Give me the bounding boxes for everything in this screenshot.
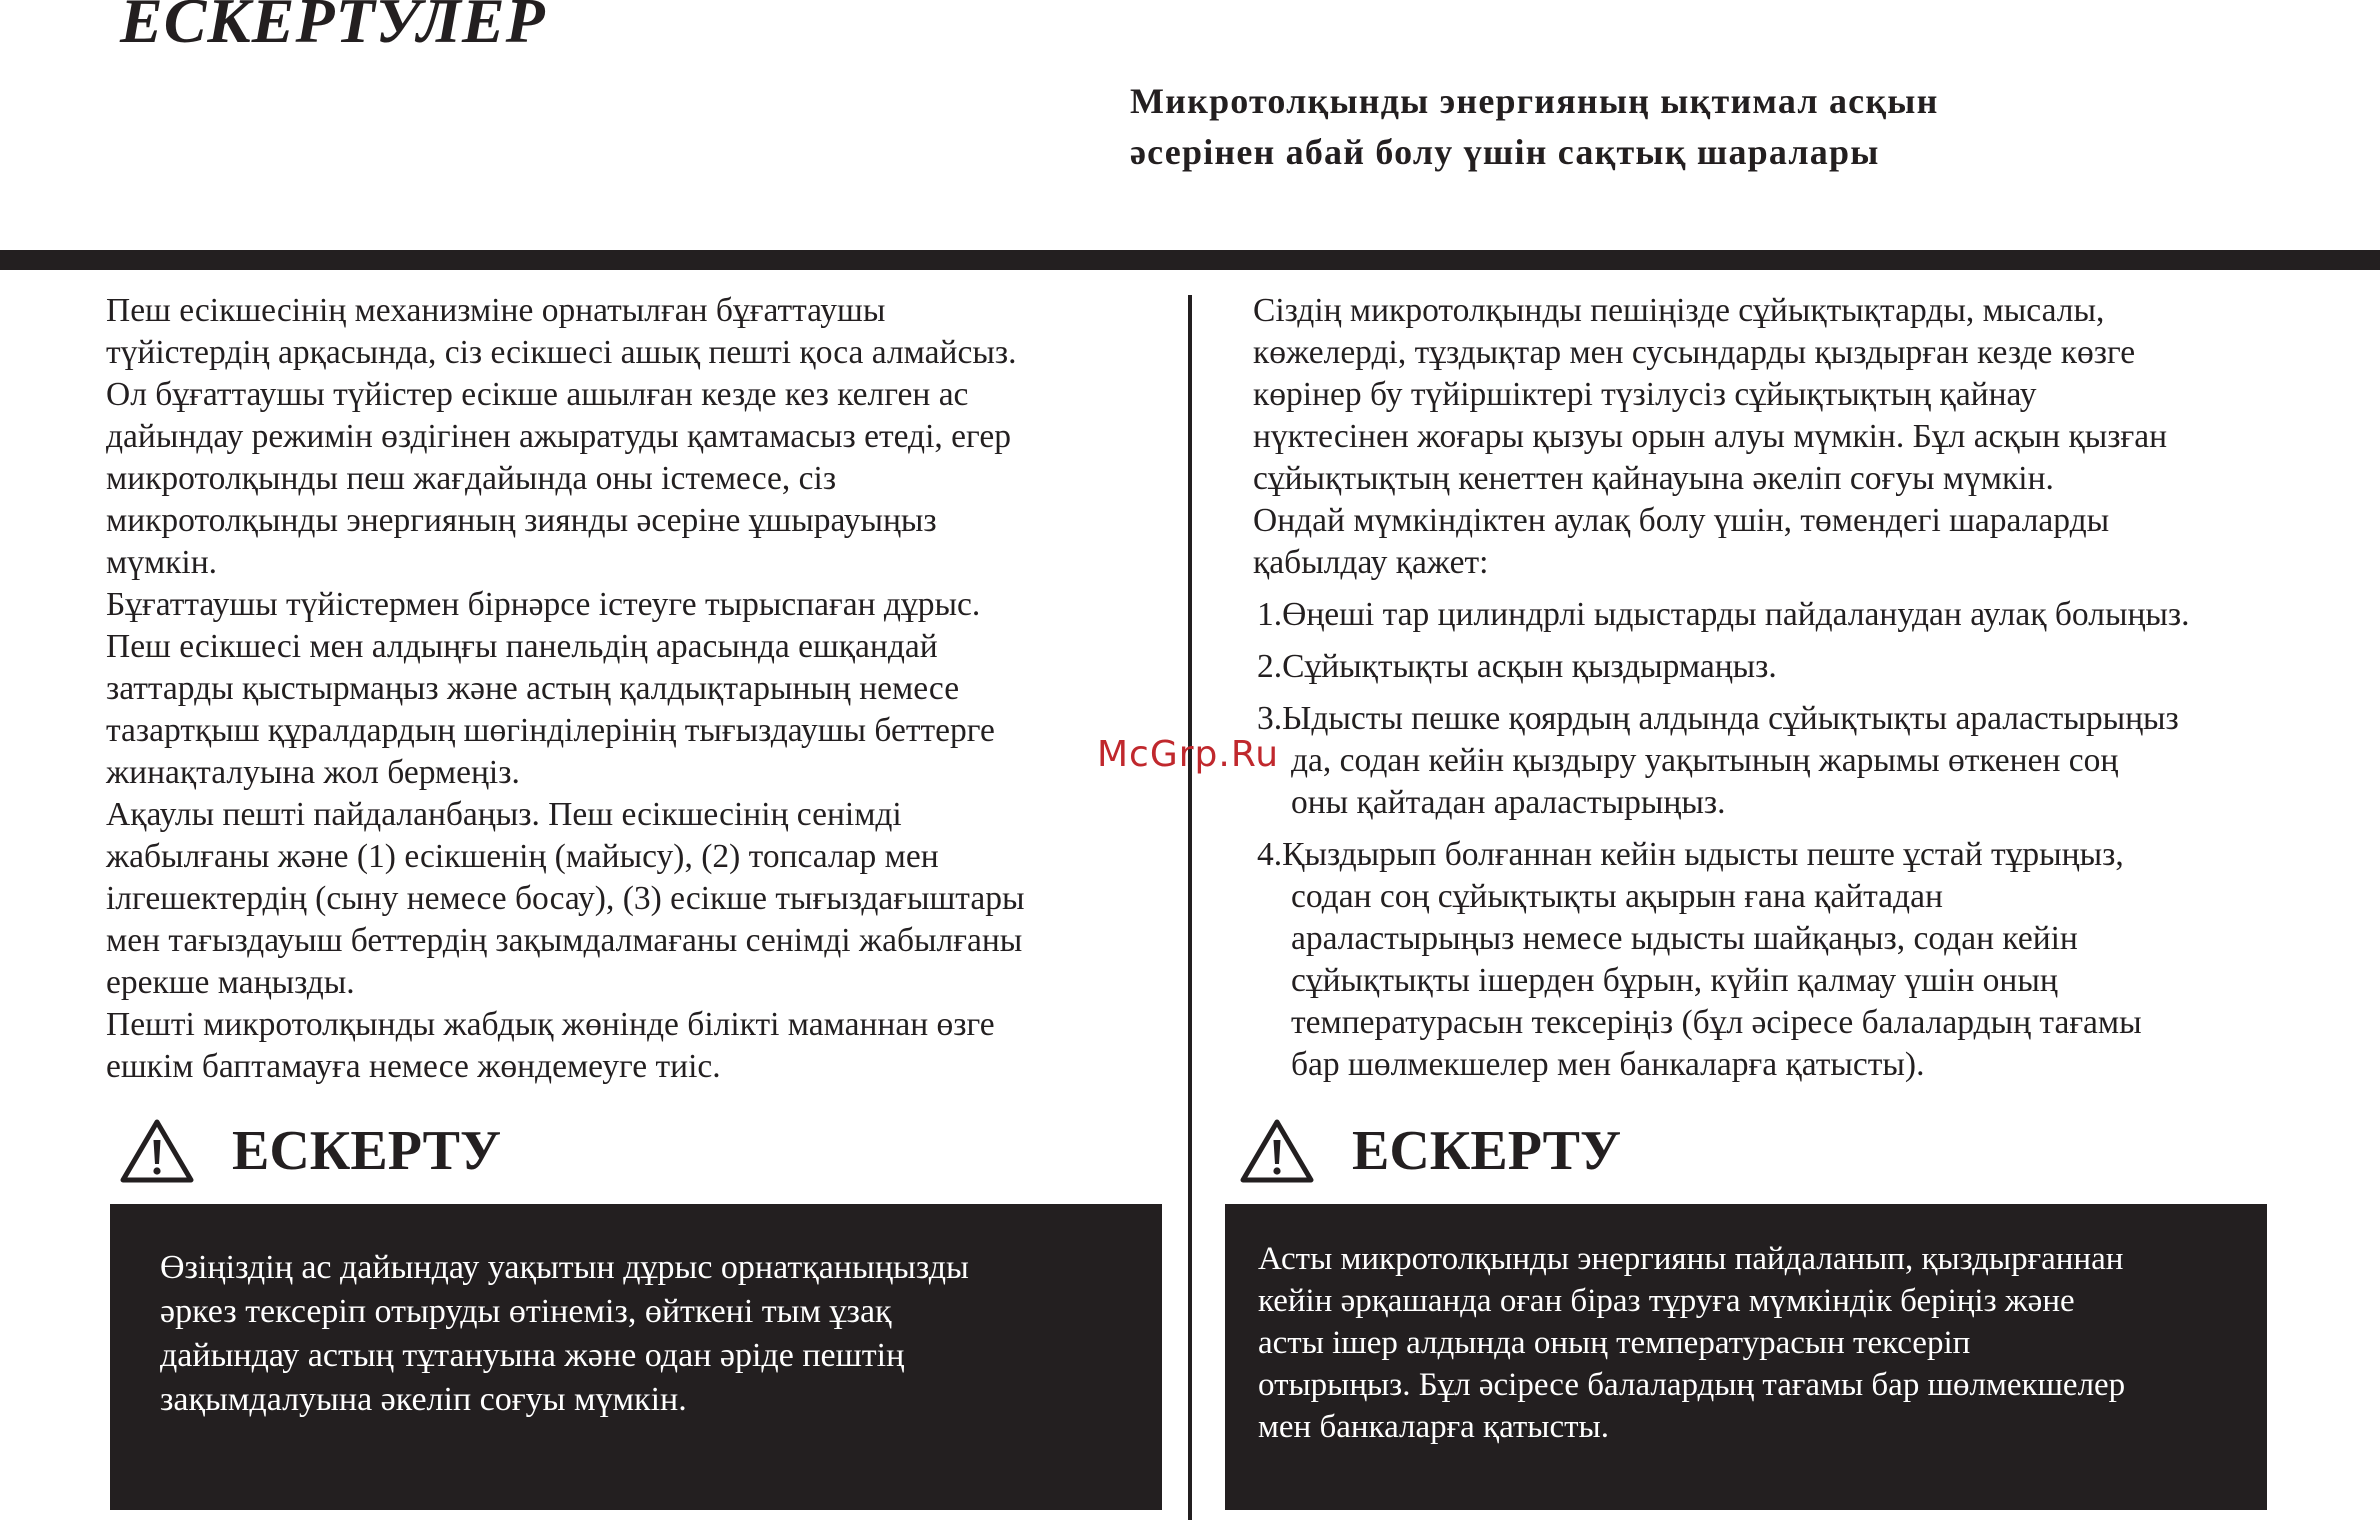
warning-text-line: зақымдалуына әкеліп соғуы мүмкін. bbox=[160, 1381, 687, 1418]
text-line: Ондай мүмкіндіктен аулақ болу үшін, төмендегі шараларды bbox=[1253, 502, 2110, 539]
text-line: нүктесінен жоғары қызуы орын алуы мүмкін. Бұл асқын қызған bbox=[1253, 418, 2168, 455]
right-column bbox=[1253, 290, 2333, 1096]
list-item bbox=[1253, 594, 2333, 636]
text-line: жабылғаны және (1) есікшенің (майысу), (2) топсалар мен bbox=[106, 838, 939, 875]
text-line: Пеш есікшесі мен алдыңғы панельдің арасында ешқандай bbox=[106, 628, 938, 665]
warning-triangle-icon bbox=[120, 1118, 194, 1184]
text-line: Ақаулы пешті пайдаланбаңыз. Пеш есікшесінің сенімді bbox=[106, 796, 902, 833]
warning-text-line: Асты микротолқынды энергияны пайдаланып, қыздырғаннан bbox=[1258, 1241, 2124, 1277]
right-intro-paragraph bbox=[1253, 290, 2333, 584]
list-item-line: 4.Қыздырып болғаннан кейін ыдысты пеште ұстай тұрыңыз, bbox=[1257, 836, 2124, 873]
warning-text-line: мен банкаларға қатысты. bbox=[1258, 1409, 1609, 1445]
warning-heading-text: ЕСКЕРТУ bbox=[232, 1120, 502, 1182]
text-line: ешкім баптамауға немесе жөндемеуге тиіс. bbox=[106, 1048, 721, 1085]
warning-heading-right bbox=[1240, 1118, 1621, 1184]
column-divider bbox=[1188, 295, 1192, 1520]
left-paragraph bbox=[106, 290, 1166, 1088]
text-line: Бұғаттаушы түйістермен бірнәрсе істеуге тырыспаған дұрыс. bbox=[106, 586, 981, 623]
text-line: дайындау режимін өздігінен ажыратуды қамтамасыз етеді, егер bbox=[106, 418, 1011, 455]
text-line: жинақталуына жол бермеңіз. bbox=[106, 754, 520, 791]
list-item-line: температурасын тексеріңіз (бұл әсіресе балалардың тағамы bbox=[1291, 1004, 2142, 1041]
top-rule bbox=[0, 250, 2380, 270]
list-item-line: 3.Ыдысты пешке қоярдың алдында сұйықтықты араластырыңыз bbox=[1257, 700, 2179, 737]
warning-text-line: отырыңыз. Бұл әсіресе балалардың тағамы бар шөлмекшелер bbox=[1258, 1367, 2126, 1403]
list-item-line: сұйықтықты ішерден бұрын, күйіп қалмау үшін оның bbox=[1291, 962, 2058, 999]
text-line: микротолқынды энергияның зиянды әсеріне ұшырауыңыз bbox=[106, 502, 937, 539]
text-line: көрінер бу түйіршіктері түзілусіз сұйықтықтың қайнау bbox=[1253, 376, 2037, 413]
text-line: ерекше маңызды. bbox=[106, 964, 355, 1001]
list-item-line: бар шөлмекшелер мен банкаларға қатысты). bbox=[1291, 1046, 1925, 1083]
text-line: мүмкін. bbox=[106, 544, 218, 581]
precaution-list bbox=[1253, 594, 2333, 1086]
text-line: тазартқыш құралдардың шөгінділерінің тығыздаушы беттерге bbox=[106, 712, 995, 749]
subtitle-line: әсерінен абай болу үшін сақтық шаралары bbox=[1130, 132, 1880, 172]
warning-text-line: кейін әрқашанда оған біраз тұруға мүмкіндік беріңіз және bbox=[1258, 1283, 2075, 1319]
list-item-line: араластырыңыз немесе ыдысты шайқаңыз, содан кейін bbox=[1291, 920, 2078, 957]
text-line: микротолқынды пеш жағдайында оны істемесе, сіз bbox=[106, 460, 837, 497]
warning-text-line: асты ішер алдында оның температурасын тексеріп bbox=[1258, 1325, 1971, 1361]
text-line: заттарды қыстырмаңыз және астың қалдықтарының немесе bbox=[106, 670, 960, 707]
list-item-line: да, содан кейін қыздыру уақытының жарымы өткенен соң bbox=[1291, 742, 2119, 779]
text-line: Сіздің микротолқынды пешіңізде сұйықтықтарды, мысалы, bbox=[1253, 292, 2105, 329]
subtitle bbox=[1130, 76, 2280, 178]
list-item-line: 2.Сұйықтықты асқын қыздырмаңыз. bbox=[1257, 648, 1777, 685]
warning-heading-text: ЕСКЕРТУ bbox=[1352, 1120, 1622, 1182]
text-line: ілгешектердің (сыну немесе босау), (3) есікше тығыздағыштары bbox=[106, 880, 1025, 917]
text-line: түйістердің арқасында, сіз есікшесі ашық пешті қоса алмайсыз. bbox=[106, 334, 1017, 371]
list-item bbox=[1253, 834, 2333, 1086]
text-line: қабылдау қажет: bbox=[1253, 544, 1489, 581]
list-item bbox=[1253, 646, 2333, 688]
warning-triangle-icon bbox=[1240, 1118, 1314, 1184]
warning-box-right bbox=[1225, 1204, 2267, 1510]
list-item-line: 1.Өңеші тар цилиндрлі ыдыстарды пайдаланудан аулақ болыңыз. bbox=[1257, 596, 2190, 633]
list-item bbox=[1253, 698, 2333, 824]
text-line: мен тағыздауыш беттердің зақымдалмағаны сенімді жабылғаны bbox=[106, 922, 1023, 959]
text-line: сұйықтықтың кенеттен қайнауына әкеліп соғуы мүмкін. bbox=[1253, 460, 2054, 497]
warning-text-line: дайындау астың тұтануына және одан әріде пештің bbox=[160, 1337, 905, 1374]
text-line: Ол бұғаттаушы түйістер есікше ашылған кезде кез келген ас bbox=[106, 376, 969, 413]
list-item-line: содан соң сұйықтықты ақырын ғана қайтадан bbox=[1291, 878, 1943, 915]
list-item-line: оны қайтадан араластырыңыз. bbox=[1291, 784, 1726, 821]
text-line: көжелерді, тұздықтар мен сусындарды қыздырған кезде көзге bbox=[1253, 334, 2136, 371]
left-column bbox=[106, 290, 1166, 1088]
watermark: McGrp.Ru bbox=[1097, 734, 1280, 775]
subtitle-line: Микротолқынды энергияның ықтимал асқын bbox=[1130, 81, 1939, 121]
warning-heading-left bbox=[120, 1118, 501, 1184]
text-line: Пеш есікшесінің механизміне орнатылған бұғаттаушы bbox=[106, 292, 886, 329]
warning-box-left bbox=[110, 1204, 1162, 1510]
warning-text-line: әркез тексеріп отыруды өтінеміз, өйткені тым ұзақ bbox=[160, 1293, 892, 1330]
warning-text-line: Өзіңіздің ас дайындау уақытын дұрыс орнатқаныңызды bbox=[160, 1249, 969, 1286]
text-line: Пешті микротолқынды жабдық жөнінде білікті маманнан өзге bbox=[106, 1006, 995, 1043]
page-title: ЕСКЕРТУЛЕР bbox=[120, 0, 546, 56]
